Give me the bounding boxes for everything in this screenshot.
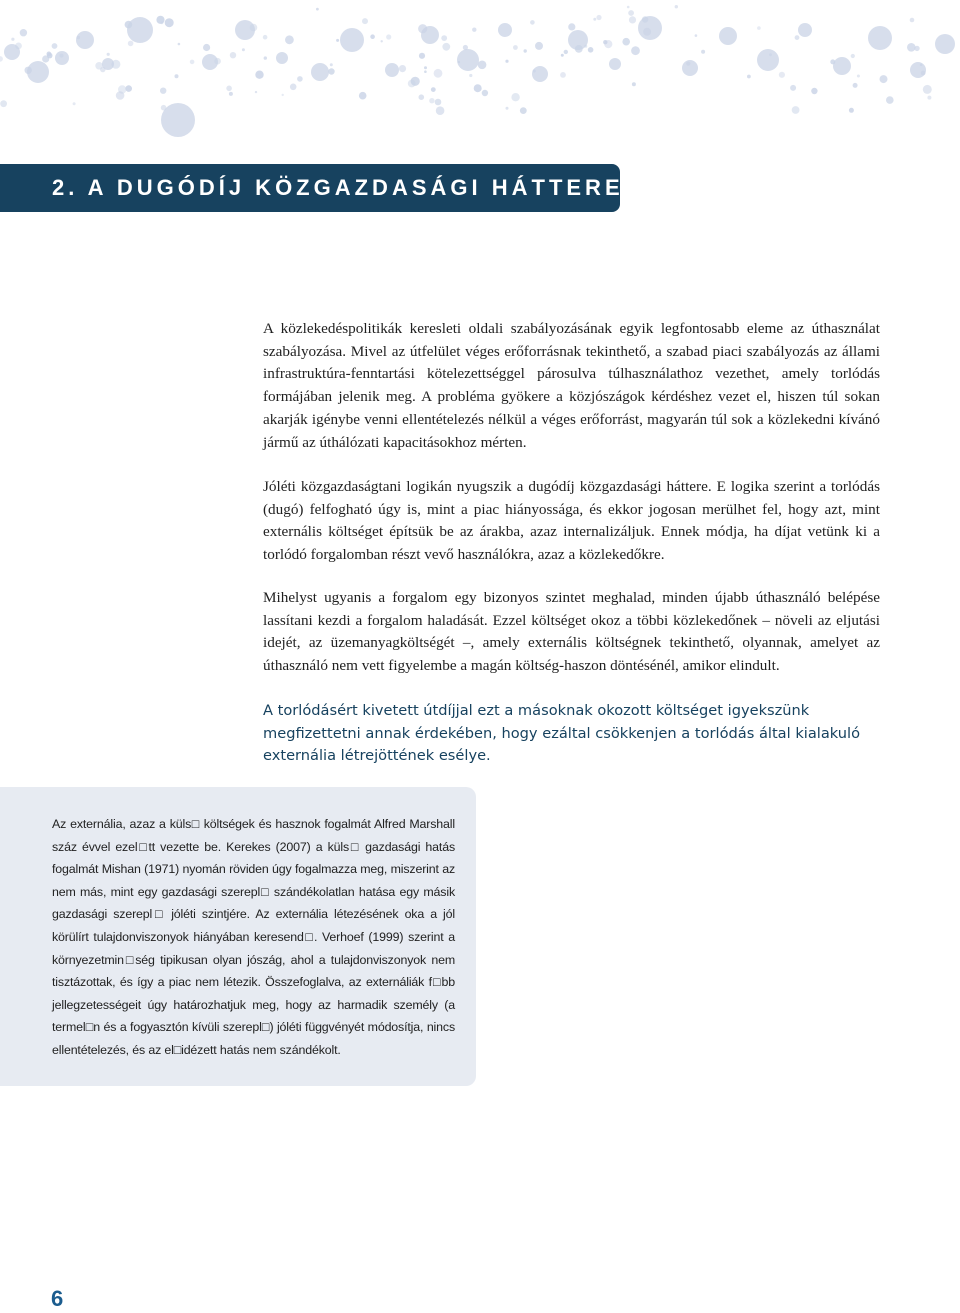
decorative-dot	[435, 99, 442, 106]
decorative-dot	[385, 63, 399, 77]
decorative-dot	[798, 23, 812, 37]
decorative-dot	[561, 54, 564, 57]
decorative-dot	[429, 98, 434, 103]
decorative-dot	[381, 40, 383, 42]
decorative-dot	[25, 67, 32, 74]
decorative-dot	[165, 18, 174, 27]
decorative-dot	[472, 28, 476, 32]
decorative-dot	[920, 64, 923, 67]
decorative-dot	[923, 85, 932, 94]
decorative-dot	[757, 26, 761, 30]
decorative-dot	[11, 38, 14, 41]
decorative-dot	[596, 15, 601, 20]
decorative-dot	[795, 35, 800, 40]
pullquote: A torlódásért kivetett útdíjjal ezt a másoknak okozott költséget igyekszünk megfizettetni annak érdekében, hogy ezáltal csökkenjen a torlódás által kialakuló externália létrejöttének esélye.	[263, 702, 860, 764]
decorative-dot	[190, 60, 195, 65]
decorative-dot	[506, 107, 509, 110]
decorative-dot	[60, 54, 64, 58]
decorative-dots	[0, 0, 960, 150]
decorative-dot	[627, 6, 630, 9]
decorative-dot	[370, 34, 375, 39]
decorative-dot	[511, 93, 519, 101]
decorative-dot	[386, 34, 391, 39]
decorative-dot	[631, 46, 640, 55]
decorative-dot	[851, 54, 855, 58]
decorative-dot	[76, 31, 94, 49]
decorative-dot	[478, 61, 487, 70]
decorative-dot	[175, 74, 179, 78]
decorative-dot	[0, 56, 3, 62]
decorative-dot	[47, 52, 52, 57]
decorative-dot	[604, 40, 612, 48]
decorative-dot	[263, 35, 268, 40]
decorative-dot	[629, 16, 636, 23]
decorative-dot	[588, 47, 594, 53]
decorative-dot	[880, 75, 888, 83]
info-sidebox	[0, 787, 476, 1086]
decorative-dot	[419, 94, 425, 100]
decorative-dot	[849, 108, 854, 113]
decorative-dot	[927, 96, 931, 100]
decorative-dot	[214, 58, 221, 65]
decorative-dot	[833, 57, 851, 75]
decorative-dot	[160, 88, 166, 94]
decorative-dot	[107, 53, 110, 56]
decorative-dot	[55, 51, 69, 65]
decorative-dot	[886, 96, 894, 104]
decorative-dot	[686, 62, 690, 66]
decorative-dot	[95, 62, 103, 70]
decorative-dot	[593, 18, 596, 21]
decorative-dot	[757, 49, 779, 71]
decorative-dot	[779, 72, 785, 78]
decorative-dot	[229, 92, 233, 96]
decorative-dot	[643, 28, 651, 36]
decorative-dot	[769, 53, 772, 56]
decorative-dot	[434, 69, 443, 78]
decorative-dot	[255, 71, 263, 79]
decorative-dot	[419, 53, 425, 59]
decorative-dot	[418, 24, 427, 33]
decorative-dot	[328, 68, 334, 74]
paragraph: Jóléti közgazdaságtani logikán nyugszik a dugódíj közgazdasági háttere. E logika szerint a torlódás (dugó) felfogható úgy is, mint a piac hiányossága, és ekkor jogosan merülhet fel, hogy azt, mint externális költséget építsük be az árakba, azaz internalizáljuk. Ennek módja, ha díjat vetünk ki a torlódó forgalomban részt vevő használókra, azaz a közlekedőkre.	[263, 478, 880, 564]
decorative-dot	[463, 45, 468, 50]
decorative-dot	[921, 71, 926, 76]
decorative-dot	[609, 58, 621, 70]
decorative-dot	[336, 39, 339, 42]
decorative-dot	[695, 34, 698, 37]
decorative-dot	[290, 84, 297, 91]
decorative-dot	[424, 70, 427, 73]
decorative-dot	[399, 65, 406, 72]
decorative-dot	[178, 43, 181, 46]
decorative-dot	[524, 49, 527, 52]
decorative-dot	[474, 84, 482, 92]
chapter-heading-bar	[0, 164, 624, 212]
decorative-dot	[111, 60, 120, 69]
decorative-dot	[458, 61, 460, 63]
sidebox-text: Az externália, azaz a küls□ költségek és hasznok fogalmát Alfred Marshall száz évvel ezel□tt vezette be. Kerekes (2007) a küls□ gazdasági hatás fogalmát Mishan (1971) nyomán röviden úgy fogalmazza meg, miszerint az nem más, mint egy gazdasági szerepl□ szándékolatlan hatása egy másik gazdasági szerepl□ jóléti szintjére. Az externália létezésének oka a jól körülírt tulajdonviszonyok hiányában keresend□. Verhoef (1999) szerint a környezetmin□ség tipikusan olyan jószág, ahol a tulajdonviszonyok nem tisztázottak, és így a piac nem létezik. Összefoglalva, az externáliák f□bb jellegzetességeit úgy határozhatjuk meg, hogy az harmadik személy (a termel□n és a fogyasztón kívüli szerepl□) jóléti függvényét módosítja, nincs ellentételezés, és az el□idézett hatás nem szándékolt.	[52, 817, 455, 1057]
decorative-dot	[457, 49, 479, 71]
decorative-dot	[910, 62, 926, 78]
decorative-dot	[118, 85, 126, 93]
decorative-dot	[127, 17, 153, 43]
paragraph: Mihelyst ugyanis a forgalom egy bizonyos szintet meghalad, minden újabb úthasználó belépése lassítani kezdi a forgalom haladását. Ezzel költséget okoz a többi közlekedőnek – növeli az eljutási idejét, az üzemanyagköltségét –, amely externális költségnek tekinthető, olyannak, amelyet az úthasználó nem vett figyelembe a magán költség-haszon döntésénél, amikor elindult.	[263, 589, 880, 675]
decorative-dot	[520, 107, 527, 114]
decorative-dot	[505, 60, 508, 63]
decorative-dot	[340, 28, 364, 52]
decorative-dot	[264, 56, 267, 59]
decorative-dot	[811, 88, 817, 94]
page-number: 6	[51, 1286, 64, 1311]
decorative-dot	[297, 76, 303, 82]
decorative-dot	[513, 45, 518, 50]
decorative-dot	[156, 16, 164, 24]
decorative-dot	[533, 69, 536, 72]
decorative-dot	[408, 80, 416, 88]
decorative-dot	[242, 48, 245, 51]
decorative-dot	[792, 106, 800, 114]
decorative-dot	[638, 16, 662, 40]
decorative-dot	[747, 75, 751, 79]
decorative-dot	[73, 102, 76, 105]
decorative-dot	[790, 85, 796, 91]
decorative-dot	[532, 66, 548, 82]
decorative-dot	[628, 10, 634, 16]
decorative-dot	[316, 8, 319, 11]
decorative-dot	[482, 90, 488, 96]
decorative-dot	[868, 26, 892, 50]
decorative-dot	[442, 43, 450, 51]
paragraph: A közlekedéspolitikák keresleti oldali szabályozásának egyik legfontosabb eleme az úthasználat szabályozása. Mivel az útfelület véges erőforrásnak tekinthető, a szabad piaci szabályozás az állami infrastruktúra-fenntartási kötelezettséggel párosulva túlhasználathoz vezethet, amely torlódás formájában jelenik meg. A probléma gyökere a közjószágok kérdéshez vezet el, hiszen túl sokan akarják igénybe venni ellentételezés nélkül a véges erőforrást, magyarán túl sok a közlekedni kívánó jármű az úthálózati kapacitásokhoz mérten.	[263, 320, 880, 451]
decorative-dot	[20, 29, 27, 36]
decorative-dot	[701, 50, 705, 54]
decorative-dot	[52, 43, 58, 49]
decorative-dot	[15, 43, 22, 50]
decorative-dot	[535, 42, 543, 50]
decorative-dot	[498, 23, 512, 37]
decorative-dot	[830, 59, 835, 64]
decorative-dot	[584, 45, 587, 48]
decorative-dot	[431, 87, 436, 92]
decorative-dot	[161, 105, 167, 111]
decorative-dot	[857, 75, 860, 78]
decorative-dot	[441, 35, 447, 41]
decorative-dot	[311, 63, 329, 81]
decorative-dot	[910, 18, 915, 23]
decorative-dot	[255, 91, 257, 93]
decorative-dot	[622, 38, 630, 46]
decorative-dot	[362, 18, 368, 24]
chapter-title: 2. A DUGÓDÍJ KÖZGAZDASÁGI HÁTTERE	[52, 175, 624, 200]
decorative-dot	[359, 92, 367, 100]
decorative-dot	[530, 20, 535, 25]
decorative-dot	[560, 72, 566, 78]
decorative-dot	[853, 83, 858, 88]
decorative-dot	[436, 106, 445, 115]
decorative-dot	[469, 74, 472, 77]
decorative-dot	[568, 23, 575, 30]
decorative-dot	[230, 52, 236, 58]
decorative-dot	[203, 44, 210, 51]
decorative-dot	[907, 43, 916, 52]
decorative-dot	[282, 94, 284, 96]
decorative-dot	[935, 34, 955, 54]
decorative-dot	[564, 50, 568, 54]
decorative-dot	[285, 35, 294, 44]
decorative-dot	[128, 41, 134, 47]
decorative-dot	[330, 63, 333, 66]
decorative-dot	[125, 85, 132, 92]
decorative-dot	[226, 86, 232, 92]
decorative-dot	[575, 45, 583, 53]
decorative-dot	[276, 52, 288, 64]
decorative-dot	[0, 100, 7, 107]
decorative-dot	[424, 66, 427, 69]
decorative-dot	[642, 16, 648, 22]
decorative-dot	[719, 27, 737, 45]
decorative-dot	[675, 5, 678, 8]
decorative-dot	[125, 21, 133, 29]
decorative-dot	[250, 24, 258, 32]
decorative-dot	[77, 36, 80, 39]
decorative-dot	[632, 82, 636, 86]
